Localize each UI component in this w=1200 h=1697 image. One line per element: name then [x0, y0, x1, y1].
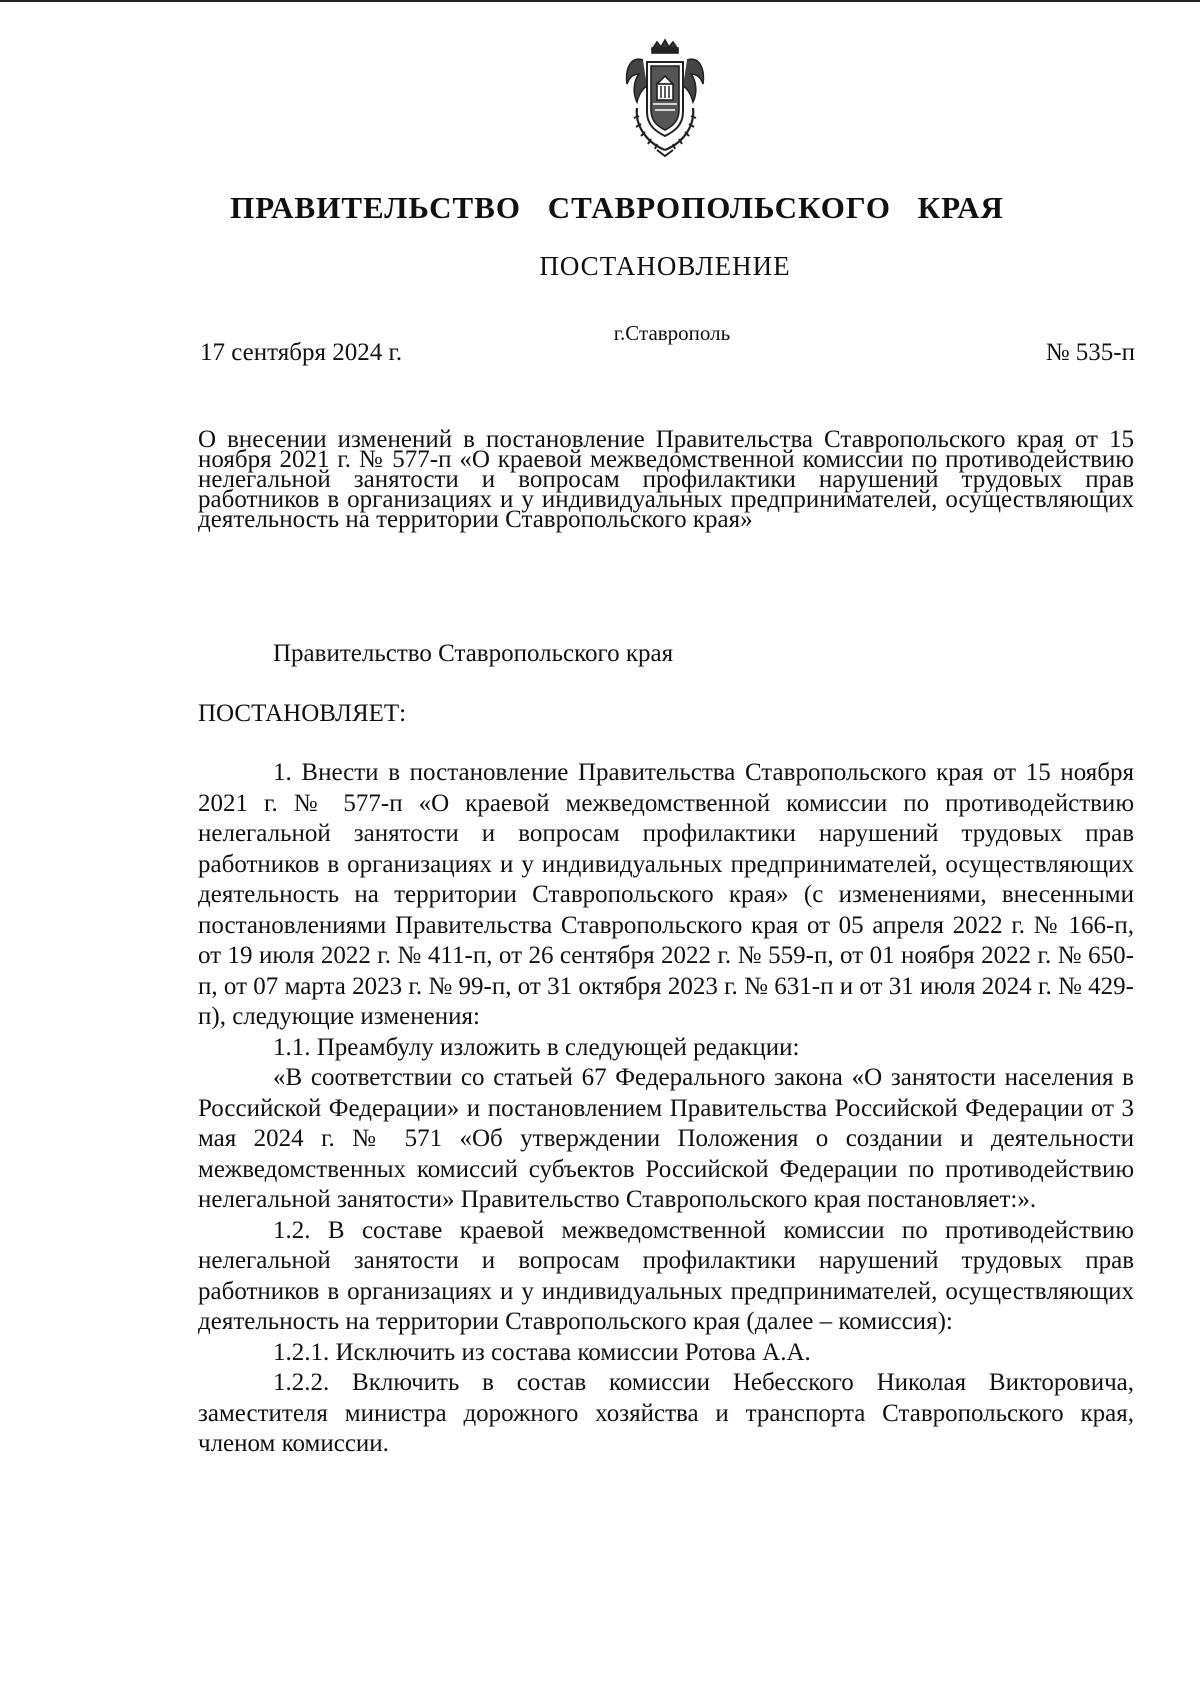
paragraph-item-1-2-2: 1.2.2. Включить в состав комиссии Небесского Николая Викторовича, заместителя министра дорожного хозяйства и транспорта Ставропольского края, членом комиссии. [198, 1369, 1134, 1457]
paragraph-item-1: 1. Внести в постановление Правительства Ставропольского края от 15 ноября 2021 г. № 577-п «О краевой межведомственной комиссии по противодействию нелегальной занятости и вопросам профилактики нарушений трудовых прав работников в организациях и у индивидуальных предпринимателей, осуществляющих деятельность на территории Ставропольского края» (с изменениями, внесенными постановлениями Правительства Ставропольского края от 05 апреля 2022 г. № 166-п, от 19 июля 2022 г. № 411-п, от 26 сентября 2022 г. № 559-п, от 01 ноября 2022 г. № 650-п, от 07 марта 2023 г. № 99-п, от 31 октября 2023 г. № 631-п и от 31 июля 2024 г. № 429-п), следующие изменения: [198, 759, 1134, 1030]
paragraph-item-1-2: 1.2. В составе краевой межведомственной комиссии по противодействию нелегальной занятости и вопросам профилактики нарушений трудовых прав работников в организациях и у индивидуальных предпринимателей, осуществляющих деятельность на территории Ставропольского края (далее – комиссия): [198, 1216, 1134, 1335]
top-border-line [0, 0, 1200, 2]
document-city: г.Ставрополь [613, 321, 731, 345]
stavropol-coat-of-arms-icon [621, 38, 709, 160]
document-body [198, 758, 1134, 1460]
paragraph-preamble-quote: «В соответствии со статьей 67 Федерального закона «О занятости населения в Российской Федерации» и постановлением Правительства Российской Федерации от 3 мая 2024 г. № 571 «Об утверждении Положения о создании и деятельности межведомственных комиссий субъектов Российской Федерации по противодействию нелегальной занятости» Правительство Ставропольского края постановляет:». [198, 1064, 1134, 1213]
document-date: 17 сентября 2024 г. [200, 339, 403, 366]
resolves-heading: ПОСТАНОВЛЯЕТ: [198, 700, 407, 727]
government-title: ПРАВИТЕЛЬСТВО СТАВРОПОЛЬСКОГО КРАЯ [230, 190, 1004, 225]
paragraph-item-1-2-1: 1.2.1. Исключить из состава комиссии Ротова А.А. [273, 1338, 811, 1366]
document-number: № 535-п [1045, 339, 1135, 366]
document-subject: О внесении изменений в постановление Правительства Ставропольского края от 15 ноября 2021 г. № 577-п «О краевой межведомственной комиссии по противодействию нелегальной занятости и вопросам профилактики нарушений трудовых прав работников в организациях и у индивидуальных предпринимателей, осуществляющих деятельность на территории Ставропольского края» [198, 426, 1134, 533]
document-type-title: ПОСТАНОВЛЕНИЕ [539, 251, 791, 281]
issuing-body-line: Правительство Ставропольского края [273, 640, 674, 667]
paragraph-item-1-1: 1.1. Преамбулу изложить в следующей редакции: [273, 1033, 800, 1061]
